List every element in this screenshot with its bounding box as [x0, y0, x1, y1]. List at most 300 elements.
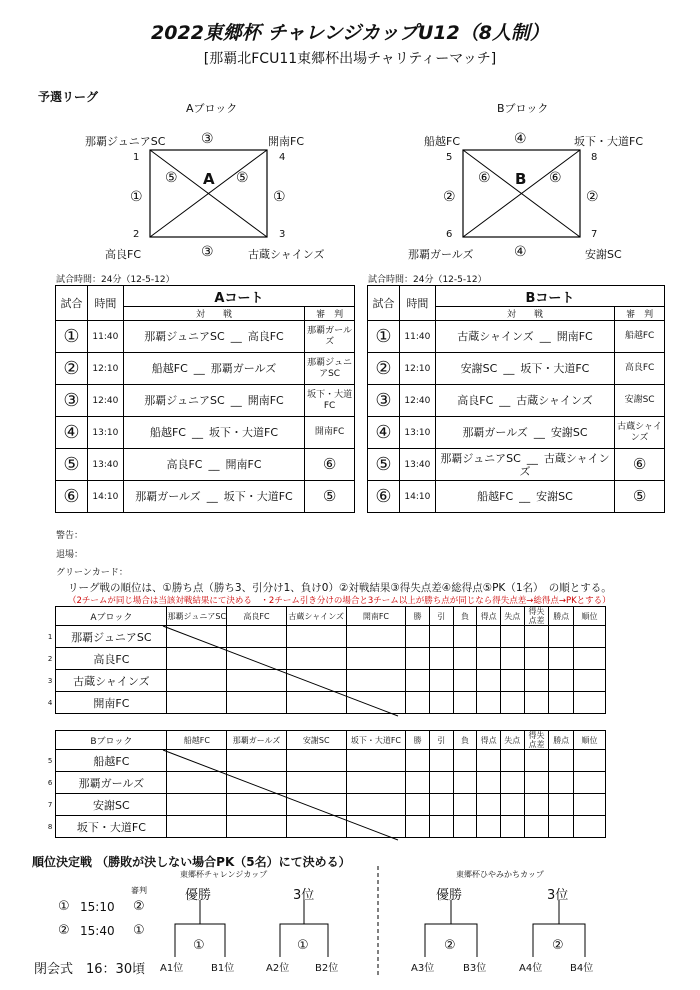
game-time: 14:10: [87, 481, 123, 513]
league-cell[interactable]: [346, 692, 406, 714]
block-b-edge-diag-left: ⑥: [478, 170, 491, 186]
finals-label: 順位決定戦 （勝敗が決しない場合PK（5名）にて決める）: [32, 855, 351, 869]
league-cell[interactable]: [346, 648, 406, 670]
finals-row2-game: ②: [58, 923, 70, 938]
cup2-label: 東郷杯ひやみかちカップ: [456, 870, 544, 879]
home-team: 船越FC: [149, 426, 186, 439]
game-number: ⑤: [368, 449, 400, 481]
vs-mark: __: [519, 490, 531, 503]
league-cell[interactable]: [574, 670, 606, 692]
block-a-num-tl: 1: [133, 152, 140, 163]
block-a-edge-right: ①: [273, 189, 286, 205]
block-b-label: Bブロック: [497, 102, 549, 115]
league-cell[interactable]: [574, 816, 606, 838]
league-cell[interactable]: [549, 670, 574, 692]
league-col-header: 坂下・大道FC: [346, 731, 406, 750]
league-row: [45, 626, 606, 648]
league-team: 坂下・大道FC: [56, 816, 167, 838]
referee: 那覇ガールズ: [305, 321, 355, 353]
league-col-header: 得点: [477, 731, 501, 750]
league-cell[interactable]: [227, 692, 287, 714]
schedule-row: [56, 353, 355, 385]
row-number: 7: [47, 800, 53, 809]
league-cell[interactable]: [500, 794, 524, 816]
league-row: [45, 794, 606, 816]
league-team: 那覇ガールズ: [56, 772, 167, 794]
vs-mark: __: [193, 362, 205, 375]
referee: ⑤: [615, 481, 665, 513]
schedule-b-h-time: 時間: [399, 286, 435, 321]
schedule-row: [56, 417, 355, 449]
schedule-row: [368, 321, 665, 353]
block-label: Aブロック: [56, 607, 167, 626]
bracket1-d: B2位: [315, 963, 339, 974]
league-cell[interactable]: [500, 816, 524, 838]
league-cell[interactable]: [227, 794, 287, 816]
row-num-header: [45, 731, 56, 750]
block-b-team-tr: 坂下・大道FC: [574, 135, 644, 148]
block-b-num-tl: 5: [446, 152, 453, 163]
bracket1-third-label: 3位: [293, 888, 315, 903]
league-team: 那覇ジュニアSC: [56, 626, 167, 648]
league-cell[interactable]: [549, 816, 574, 838]
league-cell[interactable]: [500, 750, 524, 772]
bracket1-b: B1位: [211, 963, 235, 974]
league-cell[interactable]: [227, 670, 287, 692]
note-warning: 警告：: [56, 531, 84, 541]
league-cell[interactable]: [477, 816, 501, 838]
league-cell[interactable]: [429, 692, 453, 714]
league-row: [45, 692, 606, 714]
league-col-header: 順位: [574, 731, 606, 750]
away-team: 坂下・大道FC: [520, 362, 590, 375]
schedule-row: [368, 449, 665, 481]
league-cell[interactable]: [574, 772, 606, 794]
match-cell: [123, 321, 304, 353]
league-cell[interactable]: [167, 794, 227, 816]
game-number: ④: [368, 417, 400, 449]
block-a-label: Aブロック: [186, 102, 238, 115]
block-b-edge-top: ④: [514, 131, 527, 147]
league-cell[interactable]: [477, 750, 501, 772]
row-number: 3: [47, 676, 53, 685]
league-cell[interactable]: [406, 670, 430, 692]
bracket1-third-game: ①: [297, 938, 309, 953]
league-row: [45, 772, 606, 794]
schedule-b-table: [367, 285, 665, 513]
block-a-team-tl: 那覇ジュニアSC: [85, 135, 166, 148]
game-number: ②: [56, 353, 88, 385]
league-row: [45, 648, 606, 670]
referee: 那覇ジュニアSC: [305, 353, 355, 385]
home-team: 安謝SC: [460, 362, 498, 375]
league-cell[interactable]: [429, 648, 453, 670]
league-cell[interactable]: [549, 750, 574, 772]
referee: 船越FC: [615, 321, 665, 353]
away-team: 安謝SC: [550, 426, 588, 439]
league-cell[interactable]: [286, 626, 346, 648]
finals-row1-ref: ②: [133, 899, 145, 914]
league-cell[interactable]: [524, 772, 549, 794]
match-cell: [435, 321, 614, 353]
game-time: 12:10: [399, 353, 435, 385]
block-b-num-tr: 8: [591, 152, 598, 163]
game-time: 14:10: [399, 481, 435, 513]
league-col-header: 負: [453, 731, 477, 750]
schedule-b-h-match: 対 戦: [435, 307, 614, 321]
row-number: 6: [47, 778, 53, 787]
away-team: 開南FC: [556, 330, 593, 343]
vs-mark: __: [503, 362, 515, 375]
match-cell: [123, 449, 304, 481]
league-cell[interactable]: [227, 772, 287, 794]
league-cell[interactable]: [524, 692, 549, 714]
league-col-header: 勝: [406, 607, 430, 626]
league-cell[interactable]: [453, 794, 477, 816]
league-cell[interactable]: [406, 626, 430, 648]
league-cell[interactable]: [524, 794, 549, 816]
ranking-rule: リーグ戦の順位は、①勝ち点（勝ち3、引分け1、負け0）②対戦結果③得失点差④総得点⑤PK（1名） の順とする。: [68, 582, 612, 594]
match-cell: [435, 385, 614, 417]
block-a-team-tr: 開南FC: [268, 135, 305, 148]
referee: 坂下・大道FC: [305, 385, 355, 417]
league-col-header: 勝点: [549, 731, 574, 750]
game-time: 12:40: [399, 385, 435, 417]
league-col-header: 勝点: [549, 607, 574, 626]
league-cell[interactable]: [286, 692, 346, 714]
bracket2-third-label: 3位: [547, 888, 569, 903]
league-cell[interactable]: [429, 772, 453, 794]
league-col-header: 古蔵シャインズ: [286, 607, 346, 626]
block-a-team-bl: 高良FC: [105, 248, 142, 261]
row-number: 8: [47, 822, 53, 831]
league-cell[interactable]: [549, 626, 574, 648]
block-a-num-br: 3: [279, 229, 286, 240]
referee: ⑤: [305, 481, 355, 513]
ranking-rule-red: （2チームが同じ場合は当該対戦結果にて決める ・2チーム引き分けの場合と3チーム以上が勝ち点が同じなら得失点差→総得点→PKとする）: [68, 596, 611, 606]
schedule-a-h-match: 対 戦: [123, 307, 304, 321]
match-cell: [435, 481, 614, 513]
home-team: 高良FC: [457, 394, 494, 407]
league-cell[interactable]: [286, 750, 346, 772]
game-number: ④: [56, 417, 88, 449]
block-b-team-tl: 船越FC: [424, 135, 461, 148]
league-col-header: 勝: [406, 731, 430, 750]
away-team: 古蔵シャインズ: [516, 394, 593, 407]
block-a-center-letter: A: [203, 170, 215, 188]
league-cell[interactable]: [549, 794, 574, 816]
bracket2-win-label: 優勝: [436, 888, 463, 903]
block-b-edge-bottom: ④: [514, 244, 527, 260]
game-number: ③: [368, 385, 400, 417]
row-number: 4: [47, 698, 53, 707]
league-cell[interactable]: [429, 626, 453, 648]
league-cell[interactable]: [574, 648, 606, 670]
match-cell: [435, 353, 614, 385]
league-cell[interactable]: [574, 750, 606, 772]
league-cell[interactable]: [549, 692, 574, 714]
league-cell[interactable]: [167, 648, 227, 670]
league-row: [45, 670, 606, 692]
league-cell[interactable]: [346, 772, 406, 794]
finals-row1-time: 15:10: [80, 900, 115, 914]
schedule-b-h-game: 試合: [368, 286, 400, 321]
league-cell[interactable]: [346, 670, 406, 692]
league-cell[interactable]: [477, 626, 501, 648]
league-cell[interactable]: [406, 750, 430, 772]
block-a-num-tr: 4: [279, 152, 286, 163]
schedule-b-court: Bコート: [435, 286, 664, 307]
referee: 高良FC: [615, 353, 665, 385]
row-num-header: [45, 607, 56, 626]
league-col-header: 負: [453, 607, 477, 626]
block-b-center-letter: B: [515, 170, 527, 188]
block-a-edge-diag-left: ⑤: [165, 170, 178, 186]
game-number: ③: [56, 385, 88, 417]
league-team: 船越FC: [56, 750, 167, 772]
league-cell[interactable]: [286, 648, 346, 670]
league-cell[interactable]: [346, 794, 406, 816]
vs-mark: __: [539, 330, 551, 343]
referee: ⑥: [305, 449, 355, 481]
league-cell[interactable]: [500, 626, 524, 648]
league-cell[interactable]: [477, 670, 501, 692]
vs-mark: __: [499, 394, 511, 407]
league-cell[interactable]: [286, 772, 346, 794]
league-cell[interactable]: [346, 750, 406, 772]
league-col-header: 失点: [500, 607, 524, 626]
league-team: 安謝SC: [56, 794, 167, 816]
league-cell[interactable]: [429, 816, 453, 838]
vs-mark: __: [533, 426, 545, 439]
league-cell[interactable]: [167, 626, 227, 648]
league-col-header: 高良FC: [227, 607, 287, 626]
league-col-header: 得失点差: [524, 607, 549, 626]
referee: 開南FC: [305, 417, 355, 449]
bracket1-win-game: ①: [193, 938, 205, 953]
referee: 古蔵シャインズ: [615, 417, 665, 449]
home-team: 船越FC: [477, 490, 514, 503]
league-cell[interactable]: [429, 750, 453, 772]
block-a-edge-left: ①: [130, 189, 143, 205]
schedule-a-table: [55, 285, 355, 513]
league-b-table: [45, 730, 606, 838]
match-cell: [123, 417, 304, 449]
schedule-b-h-ref: 審 判: [615, 307, 665, 321]
league-col-header: 安謝SC: [286, 731, 346, 750]
league-cell[interactable]: [477, 772, 501, 794]
schedule-row: [368, 353, 665, 385]
league-cell[interactable]: [167, 816, 227, 838]
home-team: 那覇ガールズ: [135, 490, 201, 503]
league-cell[interactable]: [524, 670, 549, 692]
vs-mark: __: [230, 330, 242, 343]
league-col-header: 引: [429, 731, 453, 750]
league-col-header: 開南FC: [346, 607, 406, 626]
away-team: 坂下・大道FC: [223, 490, 293, 503]
game-time: 13:40: [399, 449, 435, 481]
game-number: ②: [368, 353, 400, 385]
league-col-header: 引: [429, 607, 453, 626]
schedule-a-h-ref: 審 判: [305, 307, 355, 321]
schedule-row: [56, 385, 355, 417]
league-cell[interactable]: [524, 816, 549, 838]
league-cell[interactable]: [524, 626, 549, 648]
league-cell[interactable]: [406, 692, 430, 714]
vs-mark: __: [208, 458, 220, 471]
page-title: 2022東郷杯 チャレンジカップU12（8人制）: [151, 22, 549, 44]
league-cell[interactable]: [167, 750, 227, 772]
league-cell[interactable]: [227, 626, 287, 648]
away-team: 開南FC: [247, 394, 284, 407]
home-team: 那覇ジュニアSC: [144, 330, 225, 343]
game-number: ⑥: [56, 481, 88, 513]
league-cell[interactable]: [453, 750, 477, 772]
row-number: 2: [47, 654, 53, 663]
league-cell[interactable]: [286, 816, 346, 838]
schedule-row: [368, 417, 665, 449]
home-team: 那覇ジュニアSC: [440, 451, 521, 465]
block-b-edge-left: ②: [443, 189, 456, 205]
bracket1-a: A1位: [160, 963, 184, 974]
home-team: 船越FC: [151, 362, 188, 375]
match-cell: [123, 353, 304, 385]
home-team: 古蔵シャインズ: [457, 330, 534, 343]
closing-ceremony: 閉会式 16：30頃: [34, 962, 146, 977]
match-cell: [435, 417, 614, 449]
game-time: 11:40: [87, 321, 123, 353]
bracket1-win-label: 優勝: [185, 888, 212, 903]
league-cell[interactable]: [406, 772, 430, 794]
block-a-edge-top: ③: [201, 131, 214, 147]
league-col-header: 順位: [574, 607, 606, 626]
block-a-team-br: 古蔵シャインズ: [248, 248, 325, 261]
page-subtitle: [那覇北FCU11東郷杯出場チャリティーマッチ]: [203, 51, 497, 67]
league-cell[interactable]: [227, 816, 287, 838]
league-cell[interactable]: [524, 750, 549, 772]
league-cell[interactable]: [286, 794, 346, 816]
league-team: 高良FC: [56, 648, 167, 670]
league-cell[interactable]: [500, 772, 524, 794]
league-cell[interactable]: [453, 692, 477, 714]
bracket2-win-game: ②: [444, 938, 456, 953]
vs-mark: __: [206, 490, 218, 503]
home-team: 那覇ガールズ: [462, 426, 528, 439]
league-cell[interactable]: [453, 648, 477, 670]
league-cell[interactable]: [227, 750, 287, 772]
league-cell[interactable]: [500, 692, 524, 714]
league-cell[interactable]: [406, 794, 430, 816]
block-a-num-bl: 2: [133, 229, 140, 240]
finals-row2-time: 15:40: [80, 924, 115, 938]
league-col-header: 船越FC: [167, 731, 227, 750]
league-cell[interactable]: [549, 772, 574, 794]
league-cell[interactable]: [574, 692, 606, 714]
game-time: 11:40: [399, 321, 435, 353]
league-cell[interactable]: [167, 692, 227, 714]
vs-mark: __: [526, 451, 538, 465]
league-col-header: 那覇ガールズ: [227, 731, 287, 750]
schedule-row: [56, 321, 355, 353]
finals-row2-ref: ①: [133, 923, 145, 938]
league-cell[interactable]: [574, 794, 606, 816]
league-cell[interactable]: [453, 772, 477, 794]
schedule-a-h-game: 試合: [56, 286, 88, 321]
schedule-row: [56, 481, 355, 513]
league-cell[interactable]: [453, 816, 477, 838]
league-col-header: 那覇ジュニアSC: [167, 607, 227, 626]
home-team: 高良FC: [166, 458, 203, 471]
schedule-row: [56, 449, 355, 481]
schedule-row: [368, 481, 665, 513]
league-cell[interactable]: [429, 794, 453, 816]
league-cell[interactable]: [453, 626, 477, 648]
row-number: 5: [47, 756, 53, 765]
league-cell[interactable]: [500, 648, 524, 670]
league-a-table: [45, 606, 606, 714]
league-cell[interactable]: [167, 772, 227, 794]
league-cell[interactable]: [227, 648, 287, 670]
bracket2-d: B4位: [570, 963, 594, 974]
game-time: 12:40: [87, 385, 123, 417]
league-cell[interactable]: [477, 794, 501, 816]
league-cell[interactable]: [500, 670, 524, 692]
league-team: 開南FC: [56, 692, 167, 714]
league-cell[interactable]: [406, 648, 430, 670]
league-cell[interactable]: [429, 670, 453, 692]
league-cell[interactable]: [167, 670, 227, 692]
bracket2-b: B3位: [463, 963, 487, 974]
league-team: 古蔵シャインズ: [56, 670, 167, 692]
league-cell[interactable]: [406, 816, 430, 838]
away-team: 坂下・大道FC: [209, 426, 279, 439]
league-cell[interactable]: [574, 626, 606, 648]
game-number: ①: [56, 321, 88, 353]
away-team: 高良FC: [247, 330, 284, 343]
league-cell[interactable]: [477, 692, 501, 714]
bracket1-c: A2位: [266, 963, 290, 974]
block-label: Bブロック: [56, 731, 167, 750]
league-cell[interactable]: [549, 648, 574, 670]
vs-mark: __: [230, 394, 242, 407]
league-cell[interactable]: [477, 648, 501, 670]
schedule-a-court: Aコート: [123, 286, 354, 307]
schedule-b-time-note: 試合時間：24分（12-5-12）: [368, 275, 487, 285]
game-time: 12:10: [87, 353, 123, 385]
league-cell[interactable]: [346, 626, 406, 648]
league-cell[interactable]: [346, 816, 406, 838]
league-cell[interactable]: [453, 670, 477, 692]
league-cell[interactable]: [524, 648, 549, 670]
schedule-a-time-note: 試合時間：24分（12-5-12）: [56, 275, 175, 285]
referee: ⑥: [615, 449, 665, 481]
finals-row1-game: ①: [58, 899, 70, 914]
referee: 安謝SC: [615, 385, 665, 417]
match-cell: [435, 449, 614, 481]
league-cell[interactable]: [286, 670, 346, 692]
block-a-edge-diag-right: ⑤: [236, 170, 249, 186]
league-row: [45, 750, 606, 772]
block-b-num-bl: 6: [446, 229, 453, 240]
game-time: 13:10: [399, 417, 435, 449]
away-team: 古蔵シャインズ: [519, 451, 610, 478]
block-b-team-br: 安謝SC: [585, 248, 622, 261]
league-col-header: 失点: [500, 731, 524, 750]
cup1-label: 東郷杯チャレンジカップ: [180, 870, 268, 879]
league-col-header: 得失点差: [524, 731, 549, 750]
vs-mark: __: [192, 426, 203, 439]
bracket2-a: A3位: [411, 963, 435, 974]
